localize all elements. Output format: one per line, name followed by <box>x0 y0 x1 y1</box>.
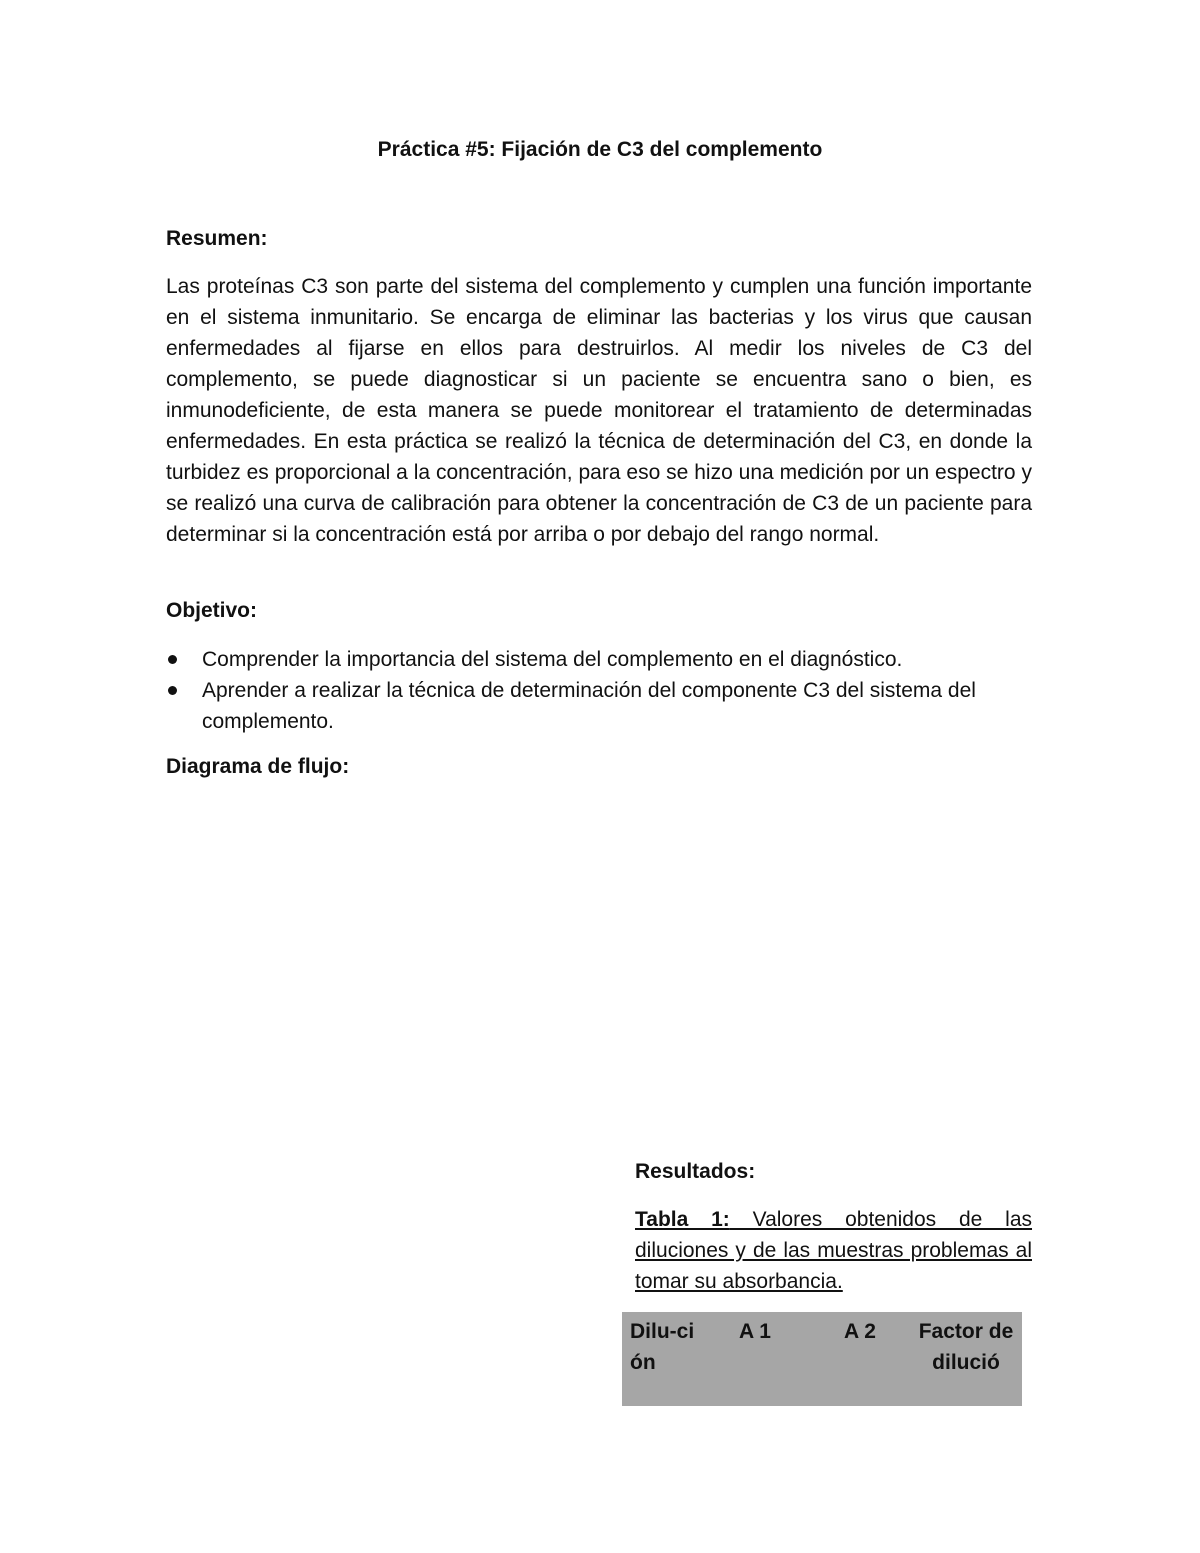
table-caption <box>635 1204 1032 1297</box>
objetivo-heading: Objetivo: <box>166 599 258 622</box>
bullet-icon <box>168 686 177 695</box>
table-caption-text: Valores obtenidos de las diluciones y de las muestras problemas al tomar su absorbancia. <box>635 1208 1033 1293</box>
objetivo-list <box>166 644 1032 737</box>
list-item <box>166 644 1032 675</box>
resumen-heading: Resumen: <box>166 227 268 250</box>
resultados-heading: Resultados: <box>635 1160 756 1183</box>
table-header-factor: Factor de dilució <box>918 1320 1014 1374</box>
objetivo-item-text: Aprender a realizar la técnica de determinación del componente C3 del sistema del complemento. <box>202 679 976 733</box>
resumen-paragraph: Las proteínas C3 son parte del sistema del complemento y cumplen una función importante en el sistema inmunitario. Se encarga de eliminar las bacterias y los virus que causan enfermedades al fijarse en ellos para destruirlos. Al medir los niveles de C3 del complemento, se puede diagnosticar si un paciente se encuentra sano o bien, es inmunodeficiente, de esta manera se puede monitorear el tratamiento de determinadas enfermedades. En esta práctica se realizó la técnica de determinación del C3, en donde la turbidez es proporcional a la concentración, para eso se hizo una medición por un espectro y se realizó una curva de calibración para obtener la concentración de C3 de un paciente para determinar si la concentración está por arriba o por debajo del rango normal. <box>166 275 1032 546</box>
table-caption-label: Tabla 1: <box>635 1208 730 1231</box>
table-header-a1: A 1 <box>739 1320 771 1343</box>
page-title: Práctica #5: Fijación de C3 del complemento <box>377 138 823 161</box>
table-header-a2: A 2 <box>844 1320 876 1343</box>
table-header-dilucion: Dilu-ción <box>630 1320 695 1374</box>
table-header-row <box>622 1312 1022 1406</box>
bullet-icon <box>168 655 177 664</box>
list-item <box>166 675 1032 737</box>
objetivo-item-text: Comprender la importancia del sistema del complemento en el diagnóstico. <box>202 648 903 671</box>
diagrama-heading: Diagrama de flujo: <box>166 755 350 778</box>
